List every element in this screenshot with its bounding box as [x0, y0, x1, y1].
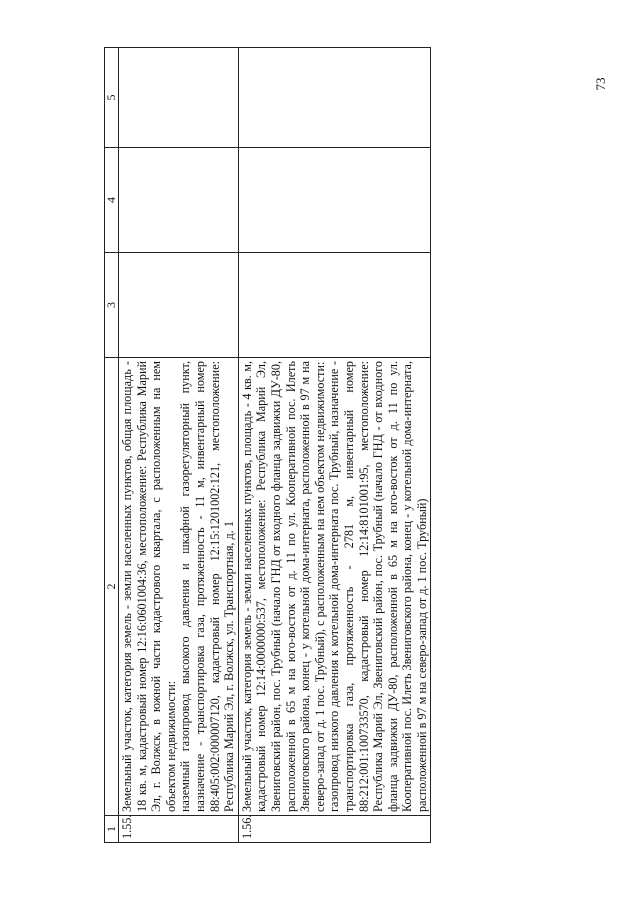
property-table [104, 47, 431, 843]
row-col-5 [238, 48, 431, 148]
land-plot-text: Земельный участок, категория земель - земли населенных пунктов, общая площадь - 18 кв. м, кадастровый номер 12:16:0601004:36, местоположение: Республика Марий Эл, г. Волжск, в южной части кадастрового квартала, с расположенным на нем объектом недвижимости: [120, 361, 178, 812]
row-col-4 [119, 148, 239, 253]
object-text: наземный газопровод высокого давления и шкафной газорегуляторный пункт, назначение - транспортировка газа, протяженность - 11 м, инвентарный номер 88:405:002:000007120, кадастровый номер 12:15:1201002:121, местоположение: Республика Марий Эл, г. Волжск, ул. Транспортная, д. 1 [178, 361, 237, 812]
header-col-3: 3 [105, 253, 119, 358]
header-col-1: 1 [105, 816, 119, 843]
header-col-4: 4 [105, 148, 119, 253]
object-text: газопровод низкого давления к котельной дома-интерната пос. Трубный, назначение - транспортировка газа, протяженность - 2781 м, инвентарный номер 88:212:001:100733570, кадастровый номер 12:14:8101001:95, местоположение: Республика Марий Эл, Звениговский район, пос. Трубный (начало ГНД - от входного фланца задвижки ДУ-80, расположенной в 65 м на юго-восток от д. 11 по ул. Кооперативной пос. Илеть Звениговского района, конец - у котельной дома-интерната, расположенной в 97 м на северо-запад от д. 1 пос. Трубный) [327, 361, 429, 812]
row-col-3 [119, 253, 239, 358]
row-col-5 [119, 48, 239, 148]
header-col-5: 5 [105, 48, 119, 148]
row-col-4 [238, 148, 431, 253]
header-col-2: 2 [105, 358, 119, 816]
row-col-3 [238, 253, 431, 358]
land-plot-text: Земельный участок, категория земель - земли населенных пунктов, площадь - 4 кв. м, кадастровый номер 12:14:0000000:537, местоположение: Республика Марий Эл, Звениговский район, пос. Трубный (начало ГНД от входного фланца задвижки ДУ-80, расположенной в 65 м на юго-восток от д. 11 по ул. Кооперативной пос. Илеть Звениговского района, конец - у котельной дома-интерната, расположенной в 97 м на северо-запад от д. 1 пос. Трубный), с расположенным на нем объектом недвижимости: [239, 361, 327, 812]
rotated-table-sheet [104, 73, 429, 843]
row-description [119, 358, 239, 816]
row-description [238, 358, 431, 816]
row-number: 1.56. [238, 816, 431, 843]
table-header-row [105, 48, 119, 843]
row-number: 1.55. [119, 816, 239, 843]
table-row [119, 48, 239, 843]
table-row [238, 48, 431, 843]
page-number: 73 [593, 77, 608, 91]
